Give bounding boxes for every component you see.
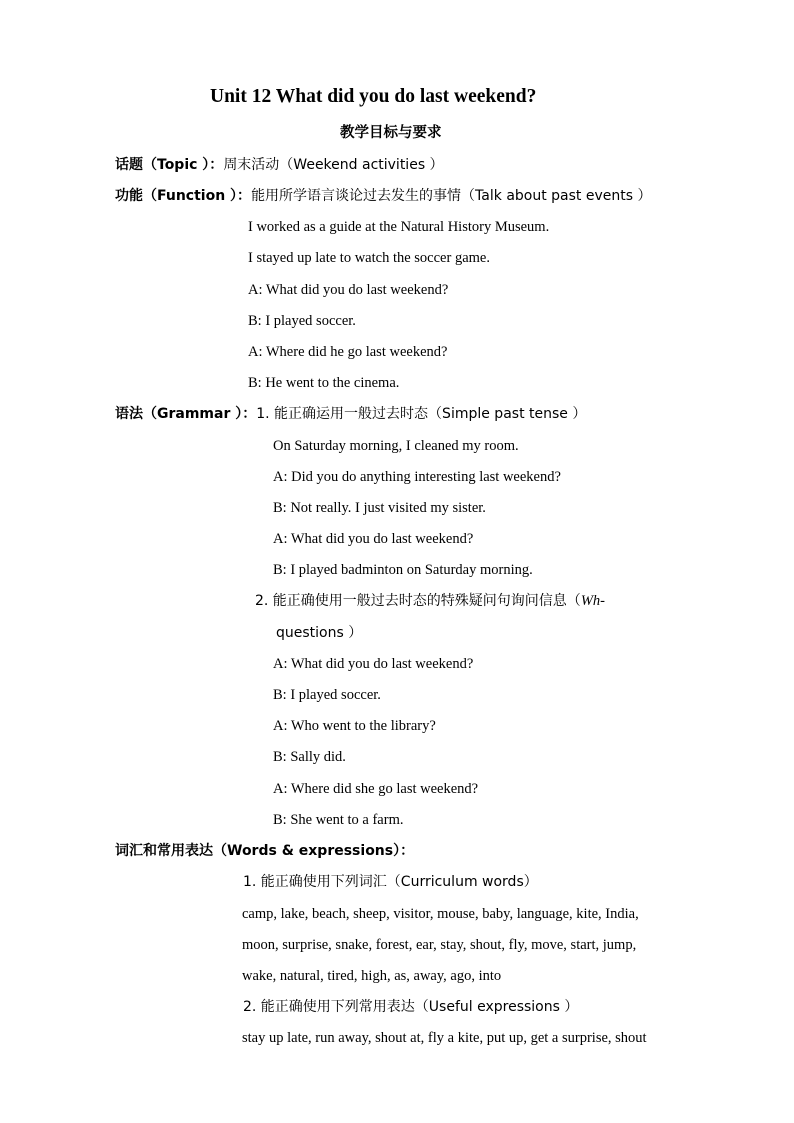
grammar-example: On Saturday morning, I cleaned my room. bbox=[273, 438, 519, 454]
function-example: A: Where did he go last weekend? bbox=[248, 344, 448, 360]
function-line bbox=[115, 186, 651, 206]
topic-value: 周末活动（Weekend activities ） bbox=[223, 157, 444, 173]
grammar-item-1: 1. 能正确运用一般过去时态（Simple past tense ） bbox=[256, 406, 587, 422]
grammar-example: B: She went to a farm. bbox=[273, 812, 404, 828]
vocab-words-line: camp, lake, beach, sheep, visitor, mouse, baby, language, kite, India, bbox=[242, 906, 639, 922]
grammar-item-2 bbox=[255, 591, 605, 611]
grammar-example: B: I played badminton on Saturday morning. bbox=[273, 562, 533, 578]
vocab-expressions-line: stay up late, run away, shout at, fly a kite, put up, get a surprise, shout bbox=[242, 1030, 647, 1046]
topic-line bbox=[115, 155, 444, 175]
function-example: B: He went to the cinema. bbox=[248, 375, 400, 391]
function-example: I stayed up late to watch the soccer game. bbox=[248, 250, 490, 266]
grammar-line bbox=[115, 404, 586, 424]
grammar-example: B: Sally did. bbox=[273, 749, 346, 765]
grammar-item-2-continuation: questions ） bbox=[276, 625, 363, 641]
grammar-example: A: What did you do last weekend? bbox=[273, 656, 474, 672]
grammar-example: A: Did you do anything interesting last weekend? bbox=[273, 469, 561, 485]
function-label: 功能（Function ）： bbox=[115, 188, 252, 204]
grammar-example: A: Where did she go last weekend? bbox=[273, 781, 479, 797]
function-example: A: What did you do last weekend? bbox=[248, 282, 449, 298]
vocab-item-2: 2. 能正确使用下列常用表达（Useful expressions ） bbox=[243, 999, 579, 1015]
grammar-example: A: Who went to the library? bbox=[273, 718, 436, 734]
section-subtitle: 教学目标与要求 bbox=[340, 125, 442, 141]
topic-label: 话题（Topic ）： bbox=[115, 157, 224, 173]
grammar-label: 语法（Grammar ）： bbox=[115, 406, 257, 422]
function-value: 能用所学语言谈论过去发生的事情（Talk about past events ） bbox=[251, 188, 652, 204]
function-example: B: I played soccer. bbox=[248, 313, 356, 329]
vocab-words-line: moon, surprise, snake, forest, ear, stay, shout, fly, move, start, jump, bbox=[242, 937, 637, 953]
grammar-example: B: Not really. I just visited my sister. bbox=[273, 500, 486, 516]
vocab-label: 词汇和常用表达（Words & expressions）： bbox=[115, 843, 415, 859]
vocab-words-line: wake, natural, tired, high, as, away, ago, into bbox=[242, 968, 502, 984]
vocab-item-1: 1. 能正确使用下列词汇（Curriculum words） bbox=[243, 874, 538, 890]
function-example: I worked as a guide at the Natural History Museum. bbox=[248, 219, 550, 235]
page-title: Unit 12 What did you do last weekend? bbox=[210, 86, 537, 107]
grammar-item-2-text: 2. 能正确使用一般过去时态的特殊疑问句询问信息（ bbox=[255, 593, 581, 609]
grammar-item-2-wh: Wh- bbox=[580, 593, 605, 609]
grammar-example: A: What did you do last weekend? bbox=[273, 531, 474, 547]
grammar-example: B: I played soccer. bbox=[273, 687, 381, 703]
